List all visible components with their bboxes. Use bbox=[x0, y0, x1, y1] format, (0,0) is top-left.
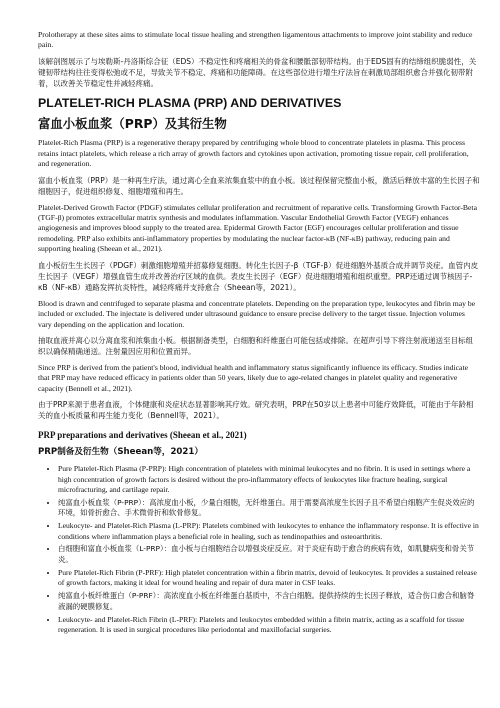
list-item-p-prp-en: • Pure Platelet-Rich Plasma (P-PRP): High concentration of platelets with minimal leukocytes and no fibrin. It is used in settings where a high concentration of growth factors is desired without the pro-inflammatory effects of leukocytes like fracture healing, surgical microfracturing, and cartilage repair. bbox=[58, 464, 480, 495]
list-item-p-prf-en: • Pure Platelet-Rich Fibrin (P-PRF): High platelet concentration within a fibrin matrix, devoid of leukocytes. It provides a sustained release of growth factors, making it ideal for wound healing and repair of dura mater in CSF leaks. bbox=[58, 568, 480, 588]
section-heading-zh: 富血小板血浆（PRP）及其衍生物 bbox=[38, 116, 227, 132]
procedure-paragraph-en: Blood is drawn and centrifuged to separate plasma and concentrate platelets. Depending on the preparation type, leukocytes and fibrin may be included or excluded. The injectate is delivered under ultrasound guidance to ensure precise delivery to the target tissue. Injection volumes vary depending on the application and location. bbox=[38, 298, 476, 329]
list-item-l-prp-en: • Leukocyte- and Platelet-Rich Plasma (L-PRP): Platelets combined with leukocytes to enhance the inflammatory response. It is effective in conditions where inflammation plays a beneficial role in healing, such as tendinopathies and osteoarthritis. bbox=[58, 521, 480, 541]
list-item-p-prf-zh: • 纯富血小板纤维蛋白（P-PRF）：高浓度血小板在纤维蛋白基质中，不含白细胞。提供持续的生长因子释放，适合伤口愈合和脑脊液漏的硬膜修复。 bbox=[58, 591, 480, 612]
growth-factors-paragraph-zh: 血小板衍生生长因子（PDGF）刺激细胞增殖并招募修复细胞。转化生长因子-β（TGF-β）促进细胞外基质合成并调节炎症。血管内皮生长因子（VEGF）增强血管生成并改善治疗区域的血供。表皮生长因子（EGF）促进细胞增殖和组织重塑。PRP还通过调节核因子-κB（NF-κB）通路发挥抗炎特性，减轻疼痛并支持愈合（Sheean等，2021）。 bbox=[38, 260, 479, 292]
intro-paragraph-en: Prolotherapy at these sites aims to stimulate local tissue healing and strengthen ligamentous attachments to improve joint stability and reduce pain. bbox=[38, 30, 473, 50]
prp-preparations-list bbox=[38, 464, 480, 635]
subsection-heading-zh: PRP制备及衍生物（Sheean等，2021） bbox=[38, 447, 203, 458]
efficacy-paragraph-en: Since PRP is derived from the patient's blood, individual health and inflammatory status significantly influence its efficacy. Studies indicate that PRP may have reduced efficacy in patients older than 50 years, likely due to age-related changes in platelet quality and regenerative capacity (Bennell et al., 2021). bbox=[38, 362, 469, 393]
procedure-paragraph-zh: 抽取血液并离心以分离血浆和浓集血小板。根据制备类型，白细胞和纤维蛋白可能包括或排除。在超声引导下将注射液递送至目标组织以确保精确递送。注射量因应用和位置而异。 bbox=[38, 335, 473, 357]
section-heading-en: PLATELET-RICH PLASMA (PRP) AND DERIVATIVES bbox=[38, 96, 342, 111]
prp-definition-paragraph-zh: 富血小板血浆（PRP）是一种再生疗法，通过离心全血来浓集血浆中的血小板。该过程保留完整血小板，激活后释放丰富的生长因子和细胞因子，促进组织修复、细胞增殖和再生。 bbox=[38, 175, 480, 196]
intro-paragraph-zh: 该解剖图展示了与埃勒斯-丹洛斯综合征（EDS）不稳定性和疼痛相关的骨盆和腰骶部韧带结构。由于EDS固有的结缔组织脆弱性，关键韧带结构往往变得松弛或不足，导致关节不稳定、疼痛和功能障碍。在这些部位进行增生疗法旨在刺激局部组织愈合并强化韧带附着，以改善关节稳定性并减轻疼痛。 bbox=[38, 56, 477, 89]
growth-factors-paragraph-en: Platelet-Derived Growth Factor (PDGF) stimulates cellular proliferation and recruitment of reparative cells. Transforming Growth Factor-Beta (TGF-β) promotes extracellular matrix synthesis and modulates inflammation. Vascular Endothelial Growth Factor (VEGF) enhances angiogenesis and improves blood supply to the treated area. Epidermal Growth Factor (EGF) encourages cellular proliferation and tissue remodeling. PRP also exhibits anti-inflammatory properties by modulating the nuclear factor-κB (NF-κB) pathway, reducing pain and supporting healing (Sheean et al., 2021). bbox=[38, 202, 477, 254]
subsection-heading-en: PRP preparations and derivatives (Sheean et al., 2021) bbox=[38, 430, 247, 441]
list-item-p-prp-zh: • 纯富血小板血浆（P-PRP）：高浓度血小板，少量白细胞，无纤维蛋白。用于需要高浓度生长因子且不希望白细胞产生促炎效应的环境，如骨折愈合、手术微骨折和软骨修复。 bbox=[58, 498, 480, 519]
list-item-l-prf-en: • Leukocyte- and Platelet-Rich Fibrin (L-PRF): Platelets and leukocytes embedded within a fibrin matrix, acting as a scaffold for tissue regeneration. It is used in surgical procedures like periodontal and maxillofacial surgeries. bbox=[58, 615, 480, 635]
prp-definition-paragraph-en: Platelet-Rich Plasma (PRP) is a regenerative therapy prepared by centrifuging whole blood to concentrate platelets in plasma. This process retains intact platelets, which release a rich array of growth factors and cytokines upon activation, promoting tissue repair, cell proliferation, and regeneration. bbox=[38, 138, 469, 169]
efficacy-paragraph-zh: 由于PRP来源于患者血液，个体健康和炎症状态显著影响其疗效。研究表明，PRP在50岁以上患者中可能疗效降低，可能由于年龄相关的血小板质量和再生能力变化（Bennell等，2021）。 bbox=[38, 400, 474, 421]
list-item-l-prp-zh: • 白细胞和富血小板血浆（L-PRP）：血小板与白细胞结合以增强炎症反应。对于炎症有助于愈合的疾病有效，如肌腱病变和骨关节炎。 bbox=[58, 544, 480, 565]
